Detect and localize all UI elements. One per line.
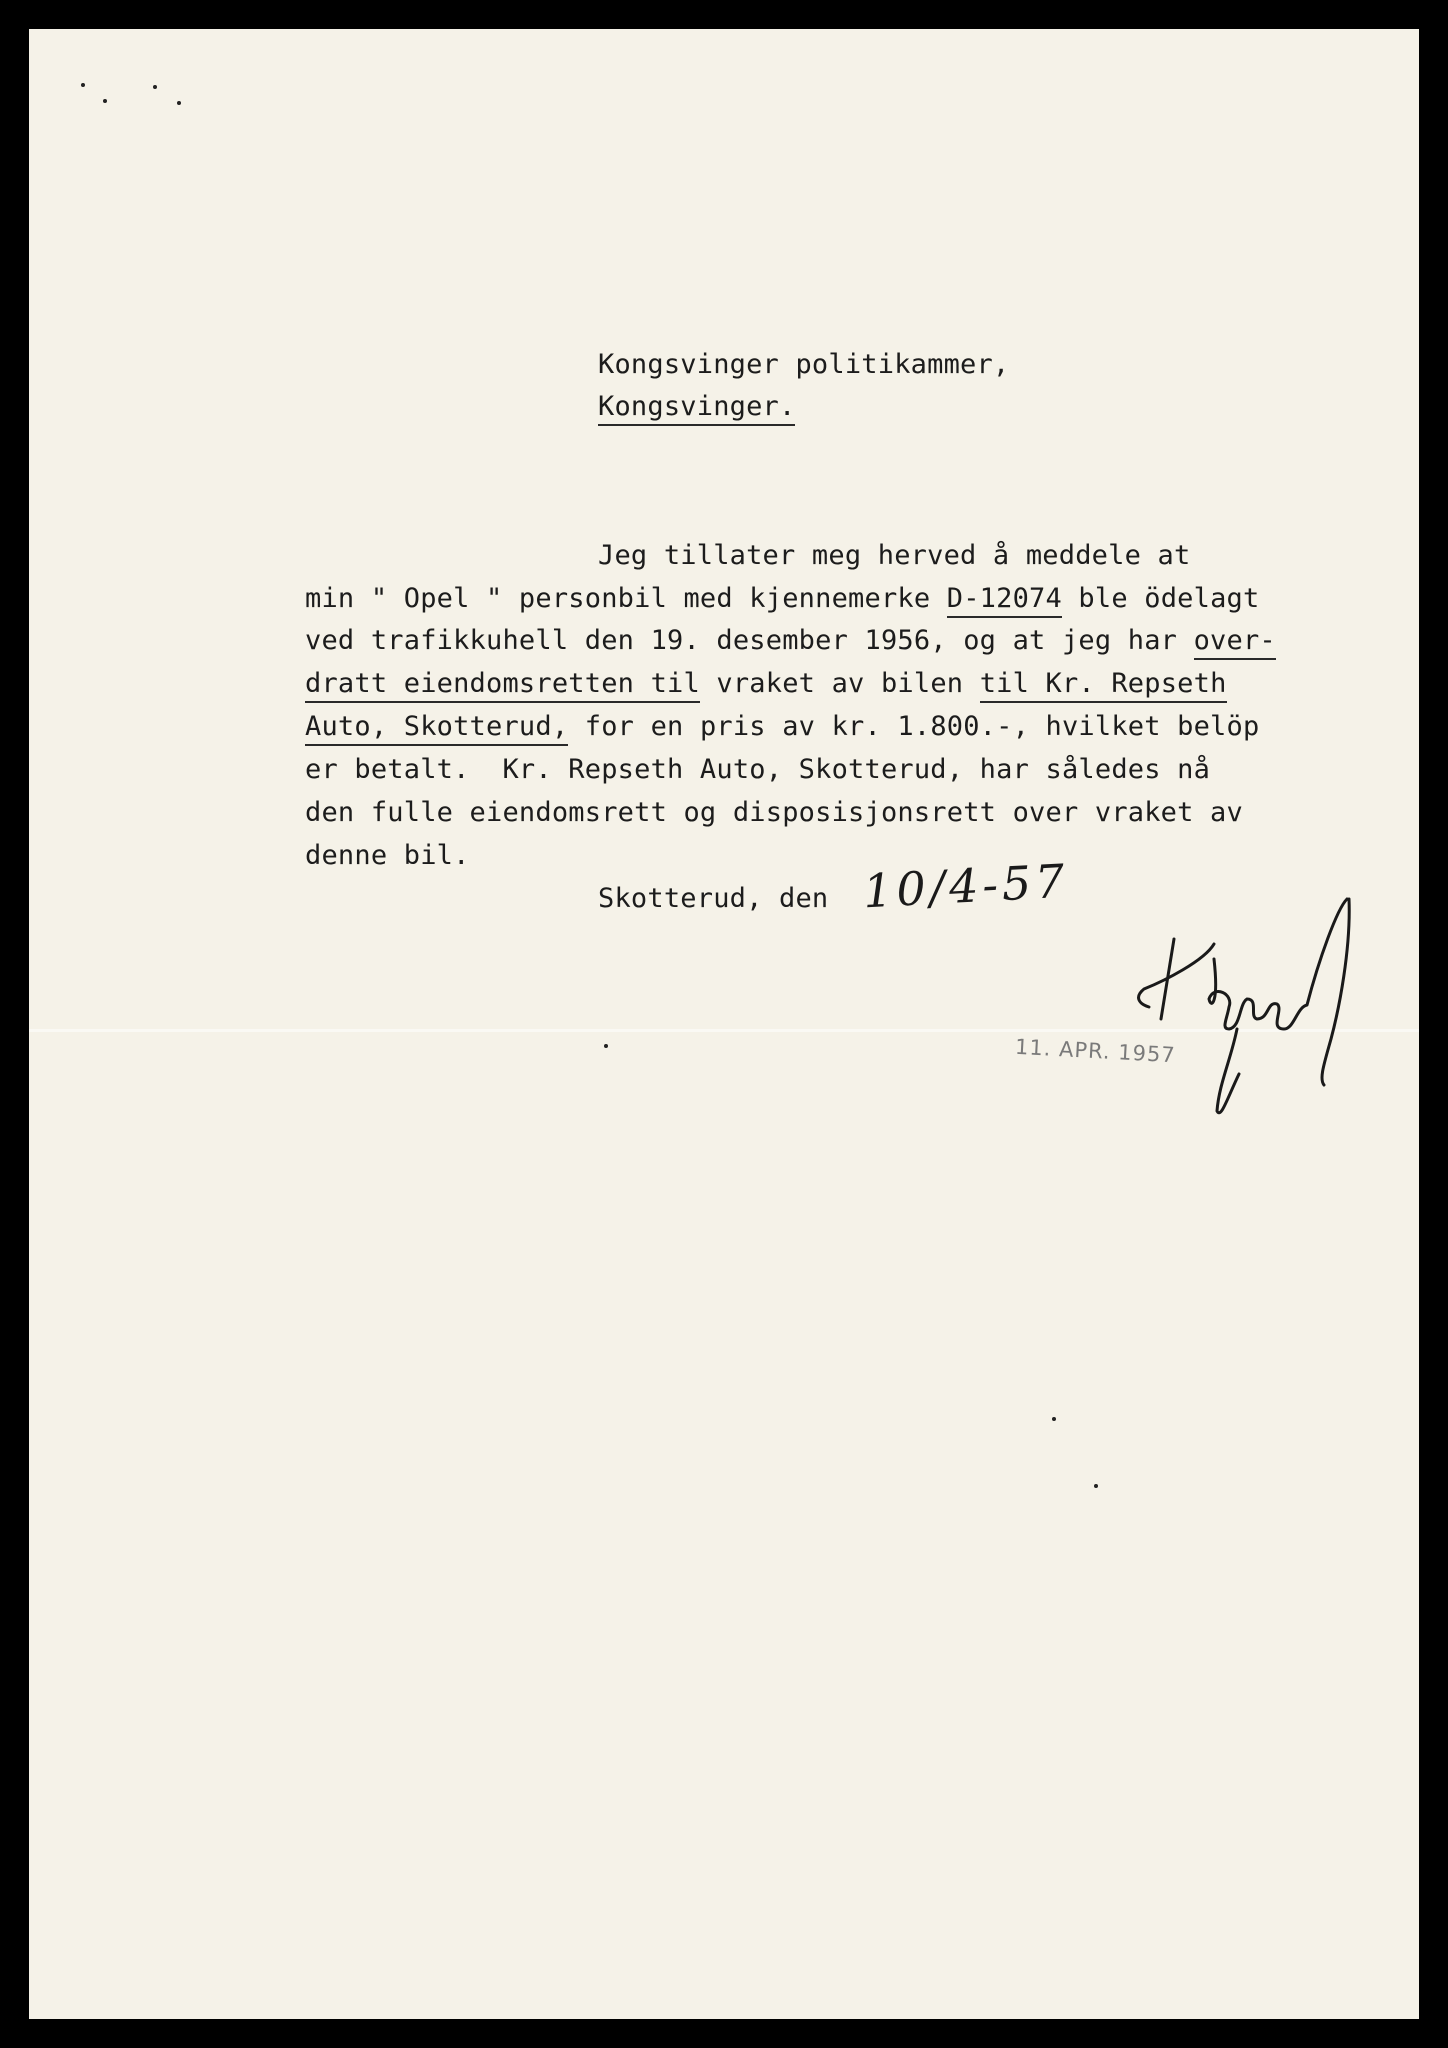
underlined-text: dratt eiendomsretten til <box>305 668 700 703</box>
body-line-5 <box>305 713 1259 740</box>
body-text: vraket av bilen <box>699 668 980 699</box>
speck <box>103 99 107 103</box>
recipient-line-2 <box>598 393 795 420</box>
body-text: for en pris av kr. 1.800.-, hvilket belöp <box>568 711 1260 742</box>
body-text: ved trafikkuhell den 19. desember 1956, og at jeg har <box>305 625 1194 656</box>
underlined-text: Auto, Skotterud, <box>305 711 568 746</box>
body-line-3 <box>305 627 1276 654</box>
recipient-city: Kongsvinger. <box>598 391 795 426</box>
speck <box>153 85 157 89</box>
speck <box>1052 1417 1056 1421</box>
body-text: ble ödelagt <box>1061 583 1260 614</box>
speck <box>604 1044 608 1048</box>
body-line-7: den fulle eiendomsrett og disposisjonsrett over vraket av <box>305 797 1243 828</box>
underlined-text: over- <box>1194 625 1276 660</box>
speck <box>177 101 181 105</box>
body-line-1: Jeg tillater meg herved å meddele at <box>598 540 1191 571</box>
registration-number: D-12074 <box>947 583 1062 618</box>
body-text: min " Opel " personbil med kjennemerke <box>305 583 947 614</box>
body-line-8: denne bil. <box>305 840 470 871</box>
body-line-6: er betalt. Kr. Repseth Auto, Skotterud, har således nå <box>305 754 1211 785</box>
speck <box>1094 1484 1098 1488</box>
underlined-text: til Kr. Repseth <box>980 668 1227 703</box>
body-line-4 <box>305 670 1227 697</box>
place-date-label: Skotterud, den <box>598 883 829 914</box>
signature <box>1119 889 1409 1129</box>
recipient-line-1: Kongsvinger politikammer, <box>598 349 1010 380</box>
document-page <box>29 29 1419 2019</box>
speck <box>81 83 85 87</box>
received-date-stamp: 11. APR. 1957 <box>1014 1034 1177 1068</box>
handwritten-date: 10/4-57 <box>861 853 1070 919</box>
body-line-2 <box>305 585 1259 612</box>
